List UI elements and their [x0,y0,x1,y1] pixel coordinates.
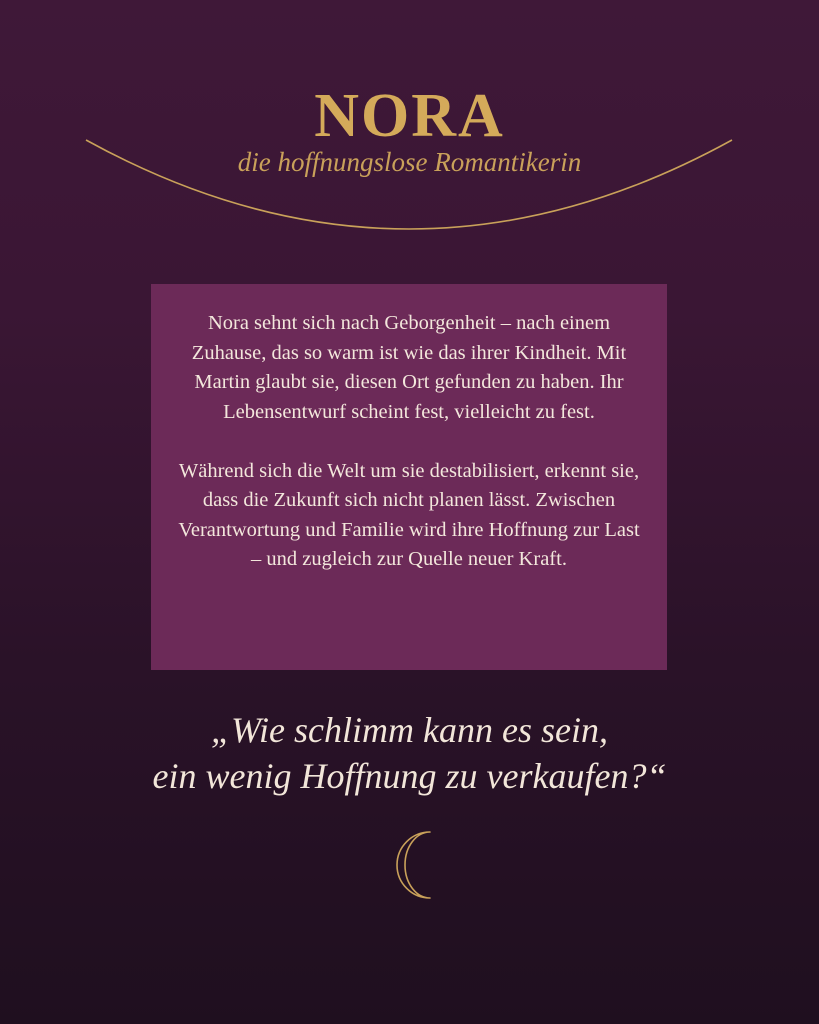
crescent-moon-icon [378,828,440,902]
quote-line-2: ein wenig Hoffnung zu verkaufen?“ [152,756,667,796]
character-subtitle: die hoffnungslose Romantikerin [237,147,582,177]
quote-line-1: „Wie schlimm kann es sein, [211,710,608,750]
character-name-title: NORA [314,82,505,150]
description-panel [151,284,667,670]
description-paragraph-2: Während sich die Welt um sie destabilisiert, erkennt sie, dass die Zukunft sich nicht planen lässt. Zwischen Verantwortung und Familie wird ihre Hoffnung zur Last – und zugleich zur Quelle neuer Kraft. [178,459,640,570]
character-quote [0,707,819,799]
description-paragraph-1: Nora sehnt sich nach Geborgenheit – nach einem Zuhause, das so warm ist wie das ihrer Kindheit. Mit Martin glaubt sie, diesen Ort gefunden zu haben. Ihr Lebensentwurf scheint fest, vielleicht zu fest. [191,312,627,423]
